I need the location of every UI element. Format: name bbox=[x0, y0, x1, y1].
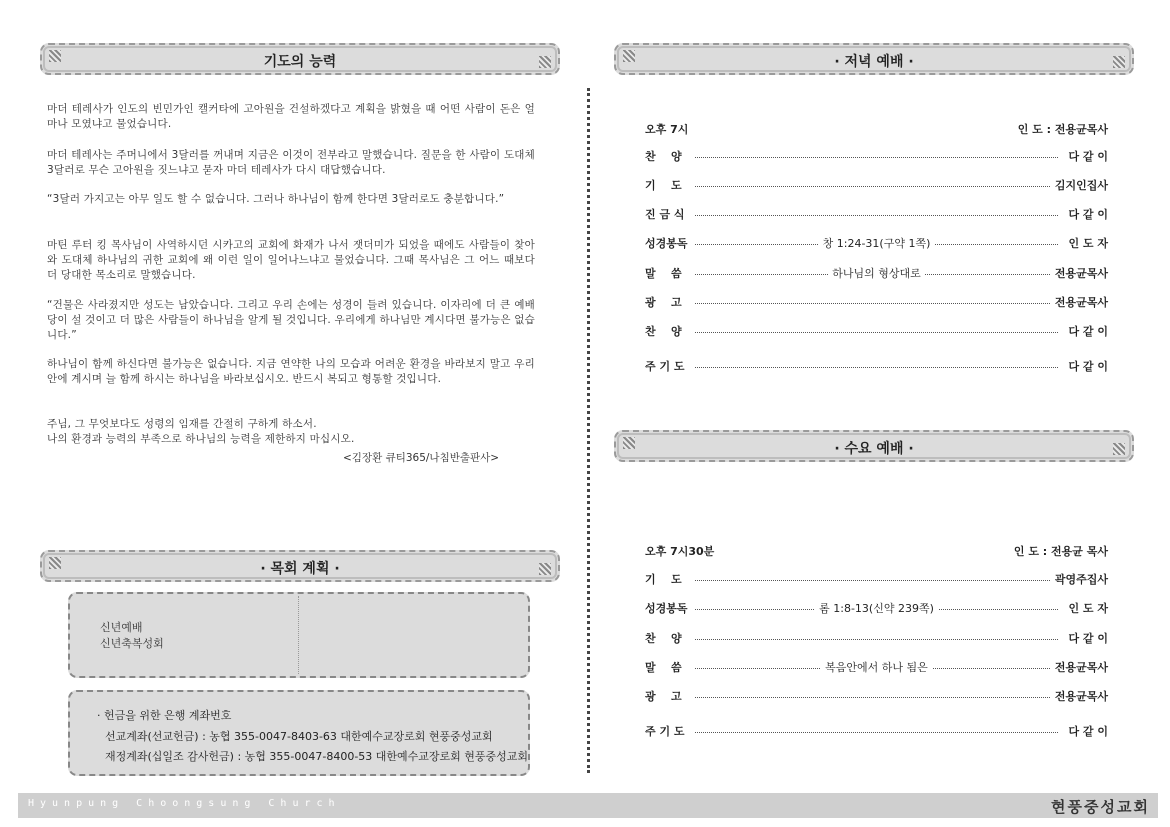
row-person: 다 같 이 bbox=[1064, 358, 1108, 374]
row-person: 다 같 이 bbox=[1064, 206, 1108, 222]
wed-leader: 인 도 : 전용균 목사 bbox=[1013, 545, 1108, 558]
plan-item: 신년예배 bbox=[100, 621, 143, 634]
prayer-title-banner bbox=[40, 43, 560, 75]
plan-item: 신년축복성회 bbox=[100, 637, 164, 650]
row-label: 진 금 식 bbox=[645, 206, 689, 222]
row-person: 전용균목사 bbox=[1051, 265, 1108, 281]
footer-bar bbox=[18, 793, 1158, 818]
evening-row bbox=[645, 265, 1108, 283]
wed-title-banner bbox=[614, 430, 1134, 462]
wed-row bbox=[645, 688, 1108, 706]
leader-dots bbox=[695, 157, 1058, 158]
corner-pattern-icon bbox=[539, 56, 551, 68]
evening-row bbox=[645, 235, 1108, 253]
leader-dots bbox=[695, 215, 1058, 216]
paragraph: 마틴 루터 킹 목사님이 사역하시던 시카고의 교회에 화재가 나서 잿더미가 되었을 때에도 사람들이 찾아와 도대체 하나님의 귀한 교회에 왜 이런 일이 일어나느냐고 물었습니다. 그때 목사님은 그 어느 때보다 더 당대한 목소리로 말했습니다. bbox=[47, 239, 535, 281]
evening-title-banner bbox=[614, 43, 1134, 75]
row-label: 성경봉독 bbox=[645, 600, 692, 616]
leader-dots bbox=[695, 367, 1058, 368]
leader-dots bbox=[695, 580, 1058, 581]
account-header: · 헌금을 위한 은행 계좌번호 bbox=[97, 709, 232, 722]
row-person: 김지인집사 bbox=[1051, 177, 1108, 193]
plan-title-banner bbox=[40, 550, 560, 582]
account-mission: 선교계좌(선교헌금) : 농협 355-0047-8403-63 대한예수교장로회 현풍중성교회 bbox=[105, 730, 493, 743]
footer-english: Hyunpung Choongsung Church bbox=[28, 798, 341, 809]
wed-row bbox=[645, 630, 1108, 648]
plan-box bbox=[68, 592, 530, 678]
wed-title: · 수요 예배 · bbox=[834, 441, 914, 457]
paragraph: 마더 테레사가 인도의 빈민가인 캘커타에 고아원을 건설하겠다고 계획을 밝혔을 때 어떤 사람이 돈은 얼마나 모였냐고 물었습니다. bbox=[47, 103, 535, 130]
leader-dots bbox=[695, 186, 1058, 187]
wed-header bbox=[645, 543, 1108, 559]
row-person: 인 도 자 bbox=[1064, 235, 1108, 251]
wed-time: 오후 7시30분 bbox=[645, 545, 715, 558]
evening-row bbox=[645, 358, 1108, 376]
prayer-title: 기도의 능력 bbox=[263, 54, 337, 70]
row-detail: 복음안에서 하나 됨은 bbox=[821, 661, 932, 674]
row-label: 말 씀 bbox=[645, 659, 686, 675]
source-citation: <김장환 큐티365/나침반출판사> bbox=[343, 452, 500, 464]
row-person: 전용균목사 bbox=[1051, 294, 1108, 310]
row-detail: 창 1:24-31(구약 1쪽) bbox=[819, 237, 935, 250]
corner-pattern-icon bbox=[1113, 56, 1125, 68]
evening-row bbox=[645, 323, 1108, 341]
footer-church-name: 현풍중성교회 bbox=[1051, 798, 1150, 816]
row-label: 주 기 도 bbox=[645, 723, 689, 739]
plan-list bbox=[100, 620, 164, 652]
plan-title: · 목회 계획 · bbox=[260, 561, 340, 577]
account-finance: 재정계좌(십일조 감사헌금) : 농협 355-0047-8400-53 대한예수교장로회 현풍중성교회 bbox=[105, 750, 529, 763]
leader-dots bbox=[695, 303, 1058, 304]
evening-leader: 인 도 : 전용균목사 bbox=[1017, 123, 1108, 136]
row-person: 다 같 이 bbox=[1064, 148, 1108, 164]
evening-row bbox=[645, 177, 1108, 195]
leader-dots bbox=[695, 639, 1058, 640]
wed-row bbox=[645, 659, 1108, 677]
wed-row bbox=[645, 600, 1108, 618]
row-person: 다 같 이 bbox=[1064, 323, 1108, 339]
row-person: 곽영주집사 bbox=[1051, 571, 1108, 587]
row-person: 전용균목사 bbox=[1051, 659, 1108, 675]
row-label: 찬 양 bbox=[645, 630, 686, 646]
evening-row bbox=[645, 294, 1108, 312]
row-person: 전용균목사 bbox=[1051, 688, 1108, 704]
wed-row bbox=[645, 571, 1108, 589]
leader-dots bbox=[695, 732, 1058, 733]
row-person: 다 같 이 bbox=[1064, 723, 1108, 739]
row-label: 기 도 bbox=[645, 571, 686, 587]
row-person: 인 도 자 bbox=[1064, 600, 1108, 616]
row-label: 주 기 도 bbox=[645, 358, 689, 374]
evening-row bbox=[645, 206, 1108, 224]
row-detail: 하나님의 형상대로 bbox=[828, 267, 925, 280]
paragraph: 마더 테레사는 주머니에서 3달러를 꺼내며 지금은 이것이 전부라고 말했습니다. 질문을 한 사람이 도대체 3달러로 무슨 고아원을 짓느냐고 묻자 마더 테레사가 다시 대답했습니다. bbox=[47, 149, 535, 176]
evening-header bbox=[645, 121, 1108, 137]
row-label: 기 도 bbox=[645, 177, 686, 193]
paragraph: “3달러 가지고는 아무 일도 할 수 없습니다. 그러나 하나님이 함께 한다면 3달러로도 충분합니다.” bbox=[47, 193, 505, 205]
row-label: 찬 양 bbox=[645, 323, 686, 339]
prayer-closing: 주님, 그 무엇보다도 성령의 임재를 간절히 구하게 하소서. 나의 환경과 능력의 부족으로 하나님의 능력을 제한하지 마십시오. bbox=[47, 418, 355, 445]
paragraph: “건물은 사라졌지만 성도는 남았습니다. 그리고 우리 손에는 성경이 들려 있습니다. 이자리에 더 큰 예배당이 설 것이고 더 많은 사람들이 하나님을 알게 될 것입니다. 우리에게 하나님만 계시다면 불가능은 없습니다.” bbox=[47, 299, 535, 341]
corner-pattern-icon bbox=[539, 563, 551, 575]
row-label: 찬 양 bbox=[645, 148, 686, 164]
corner-pattern-icon bbox=[1113, 443, 1125, 455]
row-label: 광 고 bbox=[645, 294, 686, 310]
column-divider bbox=[587, 88, 590, 773]
leader-dots bbox=[695, 332, 1058, 333]
evening-row bbox=[645, 148, 1108, 166]
row-detail: 롬 1:8-13(신약 239쪽) bbox=[815, 602, 938, 615]
row-label: 말 씀 bbox=[645, 265, 686, 281]
evening-title: · 저녁 예배 · bbox=[834, 54, 914, 70]
evening-time: 오후 7시 bbox=[645, 123, 689, 136]
row-label: 성경봉독 bbox=[645, 235, 692, 251]
row-person: 다 같 이 bbox=[1064, 630, 1108, 646]
wed-row bbox=[645, 723, 1108, 741]
paragraph: 하나님이 함께 하신다면 불가능은 없습니다. 지금 연약한 나의 모습과 어려운 환경을 바라보지 말고 우리 안에 계시며 늘 함께 하시는 하나님을 바라보십시오. 반드시 복되고 형통할 것입니다. bbox=[47, 358, 535, 385]
leader-dots bbox=[695, 697, 1058, 698]
row-label: 광 고 bbox=[645, 688, 686, 704]
plan-divider bbox=[298, 596, 299, 674]
